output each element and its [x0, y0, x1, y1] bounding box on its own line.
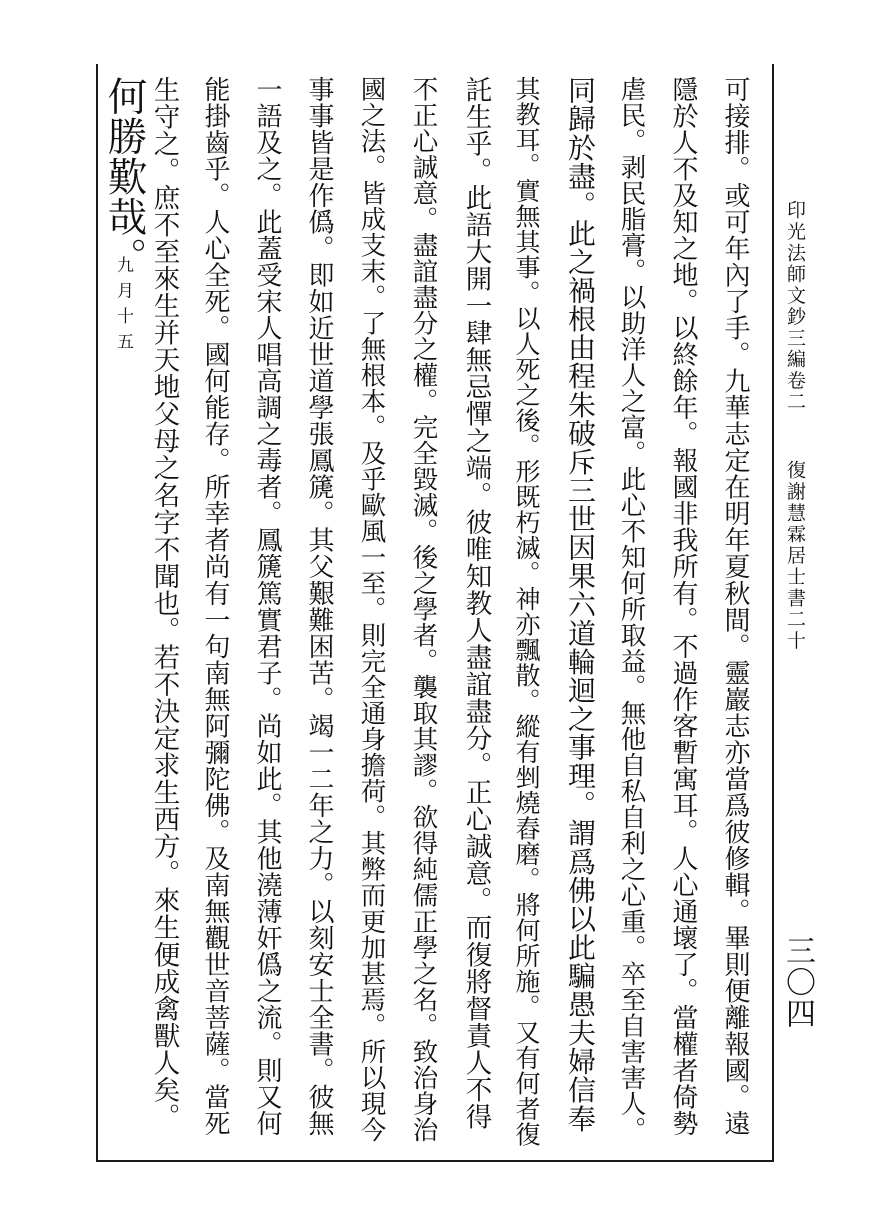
date-note: 九月十五: [113, 256, 133, 358]
text-column: 生守之。庶不至來生并天地父母之名字不聞也。若不決定求生西方。來生便成禽獸人矣。: [148, 76, 180, 1131]
frame-bottom-rule: [96, 1160, 774, 1162]
text-column: 事事皆是作僞。即如近世道學張鳳篪。其父艱難困苦。竭一二年之力。以刻安士全書。彼無: [304, 76, 334, 1137]
page-number: 三〇四: [780, 935, 815, 1030]
book-title: 印光法師文鈔三編卷二: [784, 200, 806, 413]
text-column: 隱於人不及知之地。以終餘年。報國非我所有。不過作客暫寓耳。人心通壞了。當權者倚勢: [668, 76, 698, 1137]
frame-left-rule: [96, 64, 98, 1162]
text-column: 同歸於盡。此之禍根由程朱破斥三世因果六道輪迴之事理。謂爲佛以此騙愚夫婦信奉: [564, 76, 597, 1133]
text-column: 國之法。皆成支末。了無根本。及乎歐風一至。則完全通身擔荷。其弊而更加甚焉。所以現今: [356, 76, 387, 1143]
text-column: 能掛齒乎。人心全死。國何能存。所幸者尚有一句南無阿彌陀佛。及南無觀世音菩薩。當死: [200, 76, 230, 1137]
frame-right-rule: [772, 64, 774, 1162]
chapter-title: 復謝慧霖居士書二十: [784, 460, 806, 652]
text-column: 託生乎。此語大開一肆無忌憚之端。彼唯知教人盡誼盡分。正心誠意。而復將督責人不得: [460, 76, 492, 1131]
text-column: 其教耳。實無其事。以人死之後。形既朽滅。神亦飄散。縱有剉燒舂磨。將何所施。又有何者復: [512, 76, 541, 1147]
text-column: 一語及之。此蓋受宋人唱高調之毒者。鳳篪篤實君子。尚如此。其他澆薄奸僞之流。則又何: [252, 76, 282, 1137]
text-column: 虐民。剥民脂膏。以助洋人之富。此心不知何所取益。無他自私自利之心重。卒至自害害人。: [616, 76, 647, 1143]
text-column: 可接排。或可年內了手。九華志定在明年夏秋間。靈巖志亦當爲彼修輯。畢則便離報國。遠: [720, 76, 750, 1137]
text-column: 何勝歎哉。: [101, 76, 148, 278]
text-column: 不正心誠意。盡誼盡分之權。完全毀滅。後之學者。襲取其謬。欲得純儒正學之名。致治身治: [408, 76, 439, 1143]
